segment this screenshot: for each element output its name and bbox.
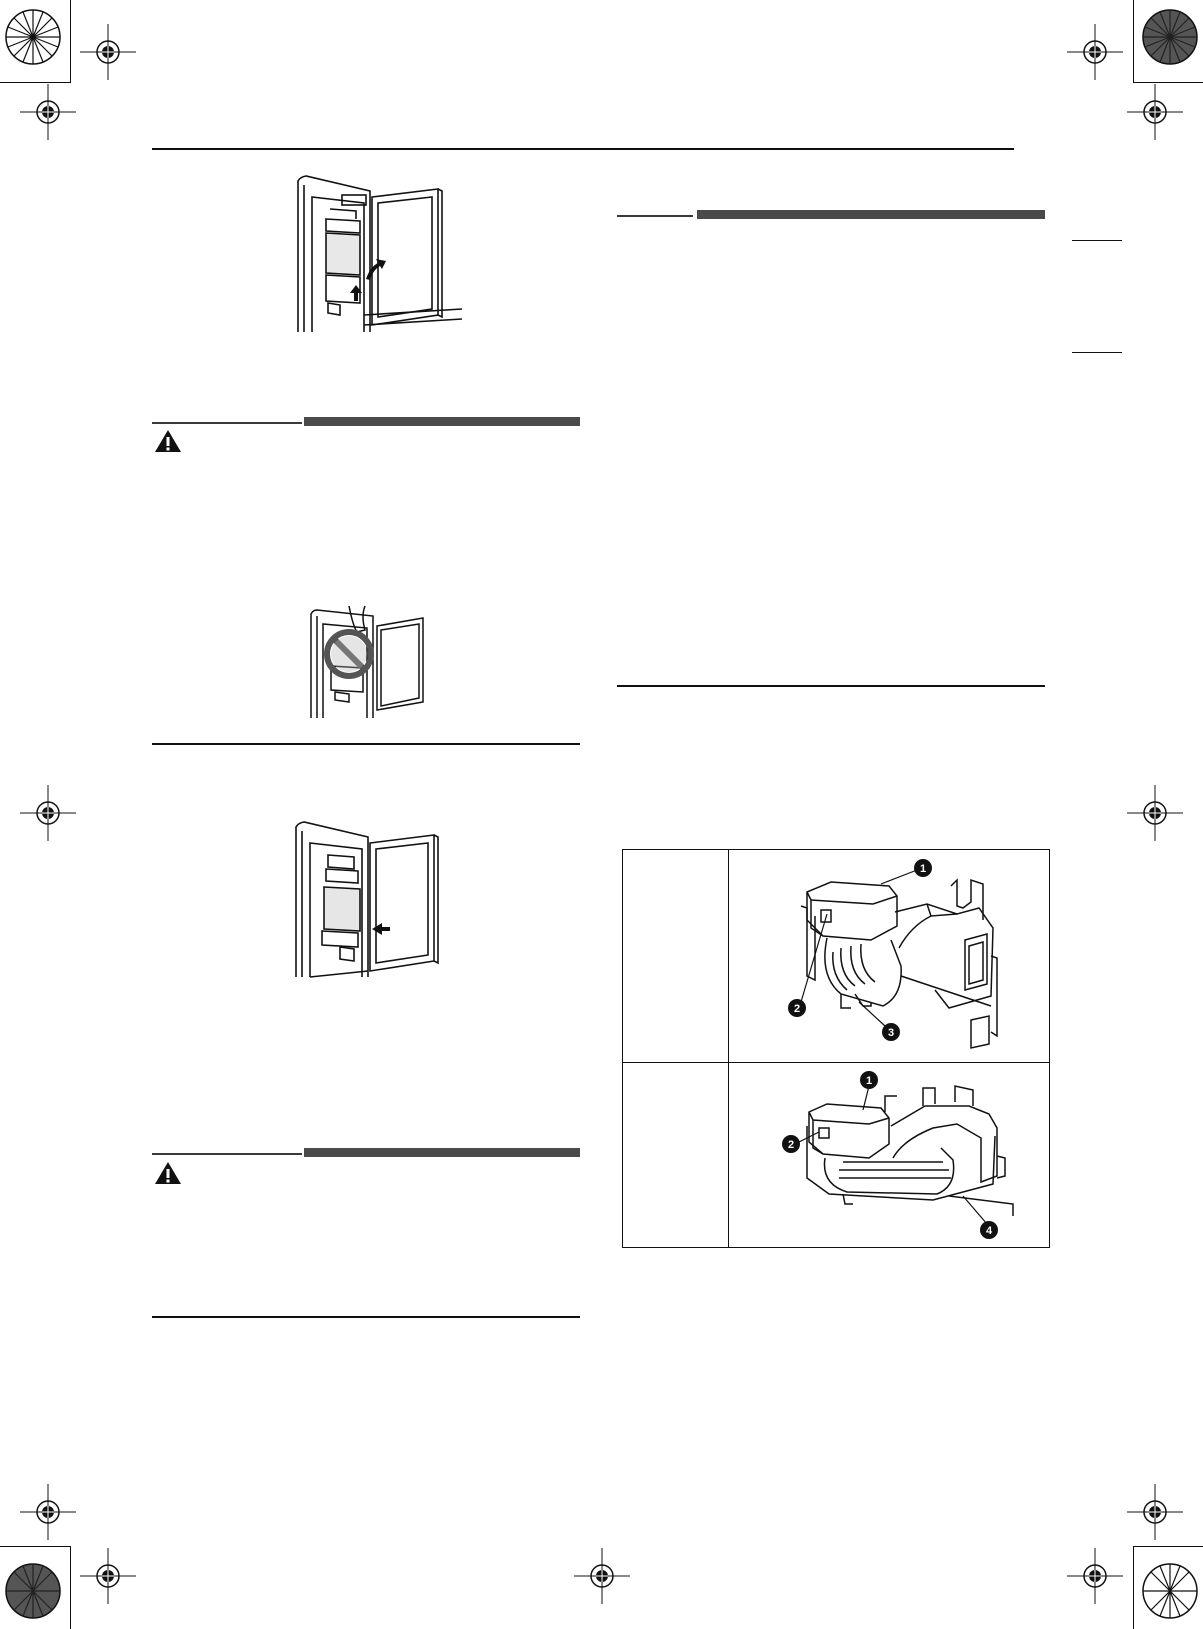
- color-wheel-icon: [1141, 1562, 1199, 1620]
- registration-mark-icon: [574, 1548, 630, 1604]
- section-bar: [152, 1148, 580, 1157]
- icemaker-model-a-illustration: [771, 856, 1041, 1056]
- prohibited-circle-icon: [331, 636, 367, 672]
- section-bar: [152, 417, 580, 426]
- callout-2: 2: [793, 1003, 801, 1015]
- registration-mark-icon: [1067, 24, 1123, 80]
- callout-3: 3: [887, 1027, 895, 1039]
- section-rule: [152, 743, 580, 745]
- registration-mark-icon: [1127, 785, 1183, 841]
- fridge-ice-bin-install-illustration: [288, 821, 460, 977]
- registration-mark-icon: [20, 1484, 76, 1540]
- registration-mark-icon: [20, 84, 76, 140]
- margin-tab-line: [1072, 240, 1122, 241]
- registration-mark-icon: [80, 1548, 136, 1604]
- color-wheel-icon: [4, 1562, 62, 1620]
- header-rule: [152, 148, 1014, 150]
- color-wheel-icon: [1141, 8, 1199, 66]
- callout-1: 1: [919, 863, 927, 875]
- registration-mark-icon: [1127, 1484, 1183, 1540]
- warning-triangle-icon: [154, 429, 182, 453]
- callout-2: 2: [787, 1139, 795, 1151]
- hand-in-icemaker-prohibited-illustration: [305, 606, 429, 718]
- icemaker-model-table: [622, 849, 1050, 1248]
- registration-mark-icon: [1067, 1548, 1123, 1604]
- section-rule: [152, 1316, 580, 1318]
- warning-triangle-icon: [154, 1161, 182, 1185]
- section-bar: [617, 210, 1045, 219]
- callout-4: 4: [985, 1225, 993, 1237]
- fridge-ice-bin-illustration: [290, 175, 462, 332]
- margin-tab-line: [1072, 352, 1122, 353]
- registration-mark-icon: [20, 785, 76, 841]
- color-wheel-icon: [4, 8, 62, 66]
- callout-1: 1: [865, 1075, 873, 1087]
- icemaker-model-b-illustration: [773, 1066, 1043, 1244]
- registration-mark-icon: [80, 24, 136, 80]
- registration-mark-icon: [1127, 84, 1183, 140]
- section-rule: [617, 685, 1045, 687]
